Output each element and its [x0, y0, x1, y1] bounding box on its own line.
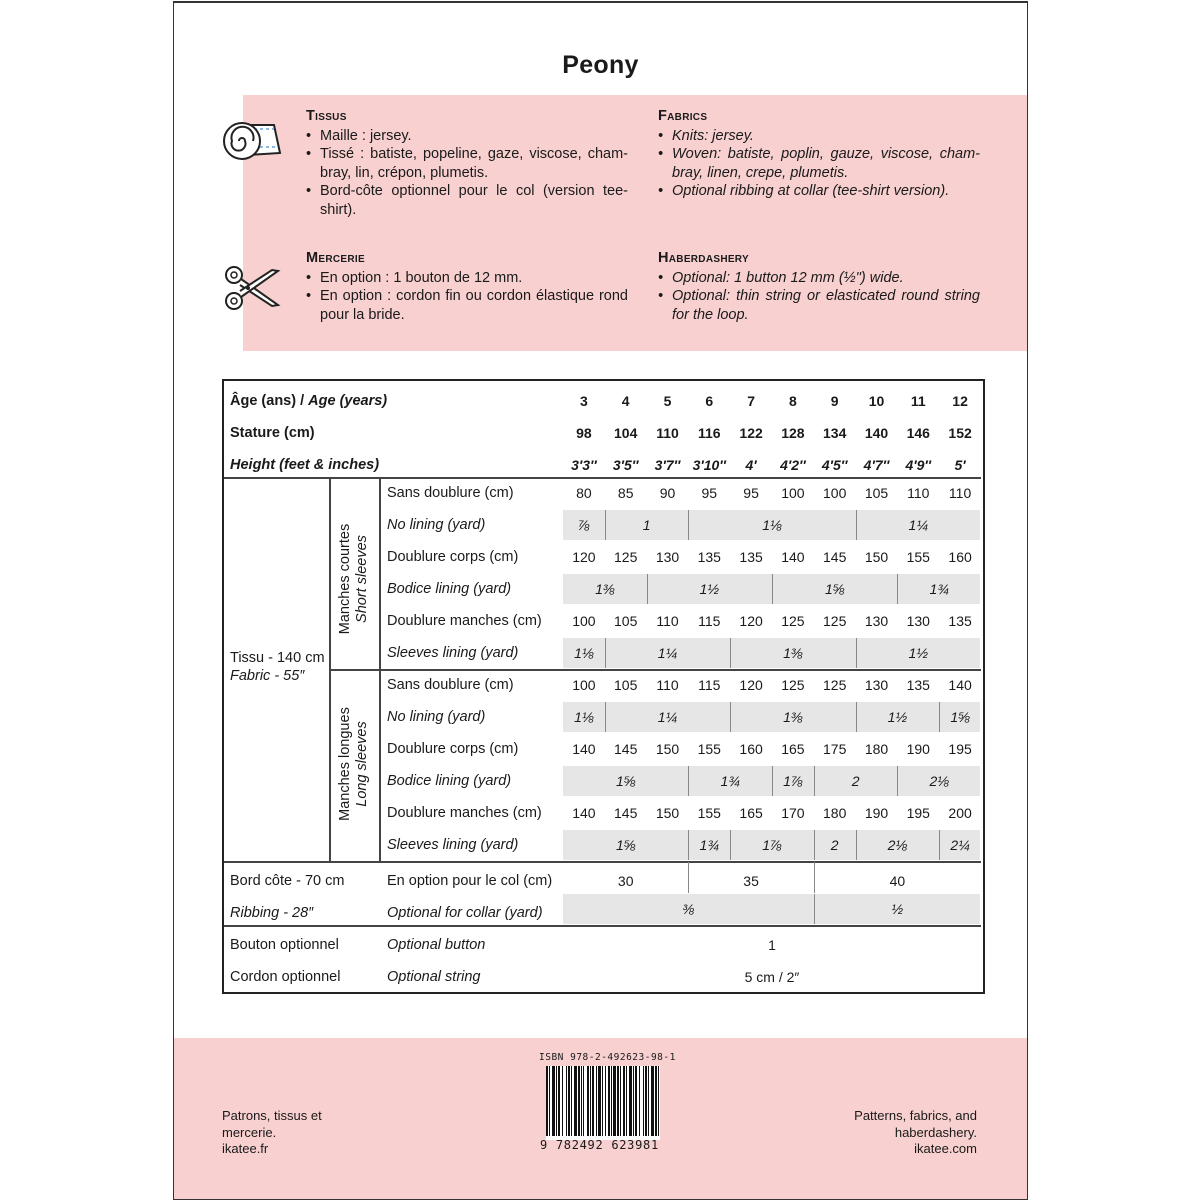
list-item: • En option : 1 bouton de 12 mm.: [306, 269, 628, 288]
table-cell: 2: [830, 837, 839, 853]
barcode-bar: [626, 1066, 627, 1136]
table-cell: 105: [614, 677, 638, 693]
row-label: Sleeves lining (yard): [387, 837, 519, 853]
table-cell: 125: [781, 613, 805, 629]
barcode-bar: [617, 1066, 619, 1136]
barcode-bar: [635, 1066, 637, 1136]
header-cell: 110: [656, 425, 679, 441]
barcode-bar: [651, 1066, 654, 1136]
group-divider: [939, 702, 940, 732]
footer-right-line: Patterns, fabrics, and: [854, 1108, 977, 1123]
row-label: Bodice lining (yard): [387, 581, 512, 597]
table-cell: 195: [948, 741, 972, 757]
list-item: • Knits: jersey.: [658, 127, 980, 146]
barcode-bar: [578, 1066, 580, 1136]
group-divider: [688, 830, 689, 860]
col-divider: [329, 477, 331, 861]
haberdashery-fr-heading: Mercerie: [306, 250, 365, 266]
fabric-label: [230, 649, 325, 685]
table-cell: 100: [823, 485, 847, 501]
string-label-fr: Cordon optionnel: [230, 969, 341, 985]
table-cell: 150: [655, 741, 680, 757]
header-cell: 12: [952, 393, 968, 409]
barcode-bar: [605, 1066, 606, 1136]
header-cell: 4′9″: [905, 457, 932, 473]
fabrics-en: [658, 107, 980, 201]
group-divider: [897, 574, 898, 604]
long-sleeves-en: Long sleeves: [354, 721, 370, 807]
group-divider: [814, 830, 815, 860]
table-cell: 1⅛: [762, 517, 782, 533]
header-cell: 10: [868, 393, 885, 409]
table-cell: 195: [906, 805, 930, 821]
table-cell: 145: [614, 805, 638, 821]
barcode-bar: [639, 1066, 640, 1136]
table-cell: 1¾: [720, 773, 740, 789]
table-cell: 190: [864, 805, 889, 821]
table-cell: 140: [948, 677, 972, 693]
footer-right-line: haberdashery.: [894, 1124, 977, 1140]
group-divider: [814, 894, 815, 924]
group-divider: [856, 830, 857, 860]
list-item: • Optional: 1 button 12 mm (½") wide.: [658, 269, 980, 288]
barcode-digits: 9 782492 623981: [540, 1138, 659, 1152]
row-label: No lining (yard): [387, 709, 486, 725]
table-cell: 155: [697, 805, 721, 821]
table-cell: 1⅜: [783, 709, 803, 725]
header-cell: 9: [830, 393, 839, 409]
header-cell: 128: [781, 425, 805, 441]
group-divider: [772, 574, 773, 604]
barcode-bar: [611, 1066, 612, 1136]
table-cell: 30: [617, 873, 634, 889]
pattern-sheet: [173, 1, 1028, 1200]
table-cell: 1⅞: [783, 773, 803, 789]
header-cell: 116: [697, 425, 721, 441]
header-cell: 4′5″: [821, 457, 848, 473]
list-item: • Optional: thin string or elasticated round string for the loop.: [658, 287, 980, 324]
table-cell: 155: [697, 741, 721, 757]
ribbing-row-fr: En option pour le col (cm): [387, 873, 553, 889]
group-divider: [856, 702, 857, 732]
row-label: Sans doublure (cm): [387, 485, 514, 501]
table-cell: 135: [906, 677, 930, 693]
barcode-bar: [558, 1066, 560, 1136]
table-cell: 180: [823, 805, 847, 821]
table-cell: 1: [642, 517, 651, 533]
table-cell: 1⅜: [783, 645, 803, 661]
yardage-table: [222, 379, 985, 994]
table-cell: 150: [864, 549, 889, 565]
table-cell: 120: [739, 677, 763, 693]
table-cell: 1⅝: [615, 773, 636, 789]
list-item: • Optional ribbing at collar (tee-shirt version).: [658, 182, 980, 201]
table-cell: 100: [572, 677, 596, 693]
table-cell: 110: [948, 485, 972, 501]
table-cell: 145: [823, 549, 847, 565]
list-item: • Maille : jersey.: [306, 127, 628, 146]
table-cell: 80: [576, 485, 592, 501]
header-cell: 3′5″: [612, 457, 639, 473]
short-sleeves-label: [337, 491, 371, 667]
table-cell: 110: [907, 485, 930, 501]
table-cell: 1⅝: [615, 837, 636, 853]
table-cell: 125: [614, 549, 638, 565]
barcode-bar: [566, 1066, 567, 1136]
table-cell: 1½: [887, 709, 908, 725]
row-label: No lining (yard): [387, 517, 486, 533]
header-cell: 134: [823, 425, 847, 441]
table-cell: 115: [698, 677, 721, 693]
group-divider: [939, 830, 940, 860]
barcode-bar: [629, 1066, 632, 1136]
list-item: • Woven: batiste, poplin, gauze, viscose, cham-bray, linen, crepe, plumetis.: [658, 145, 980, 182]
table-cell: 105: [864, 485, 889, 501]
table-cell: 2¼: [950, 837, 970, 853]
haberdashery-fr: [306, 249, 628, 324]
ribbing-label-fr: Bord côte - 70 cm: [230, 873, 345, 889]
table-cell: 200: [948, 805, 972, 821]
barcode-bar: [581, 1066, 582, 1136]
barcode-bar: [598, 1066, 601, 1136]
table-cell: 190: [906, 741, 930, 757]
header-cell: 104: [614, 425, 638, 441]
list-item: • Tissé : batiste, popeline, gaze, viscose, cham-bray, lin, crépon, plumetis.: [306, 145, 628, 182]
header-cell: 140: [864, 425, 889, 441]
table-cell: 2⅛: [887, 837, 908, 853]
barcode-bar: [613, 1066, 616, 1136]
group-divider: [605, 638, 606, 668]
table-cell: ⅞: [578, 517, 590, 533]
barcode-bar: [602, 1066, 603, 1136]
header-cell: 4′: [745, 457, 757, 473]
fabric-label-en: Fabric - 55″: [230, 668, 305, 684]
table-cell: 125: [823, 677, 847, 693]
table-cell: 1⅛: [574, 645, 594, 661]
row-label: Sleeves lining (yard): [387, 645, 519, 661]
fabric-roll-icon: [220, 117, 282, 165]
barcode-bar: [574, 1066, 577, 1136]
barcode-bar: [546, 1066, 548, 1136]
row-label: Sans doublure (cm): [387, 677, 514, 693]
barcode-bar: [643, 1066, 644, 1136]
header-cell: 8: [789, 393, 797, 409]
table-cell: 1¾: [699, 837, 720, 853]
table-cell: 95: [743, 485, 759, 501]
table-cell: 2⅛: [929, 773, 949, 789]
col-divider: [379, 477, 381, 861]
table-cell: 1⅝: [950, 709, 970, 725]
table-cell: 140: [572, 805, 596, 821]
long-sleeves-label: [337, 668, 371, 860]
header-cell: 152: [948, 425, 972, 441]
string-label-en: Optional string: [387, 969, 481, 985]
table-cell: 1½: [699, 581, 720, 597]
header-cell: 4′7″: [863, 457, 890, 473]
fabric-label-fr: Tissu - 140 cm: [230, 650, 325, 666]
table-cell: 160: [948, 549, 972, 565]
barcode-bar: [592, 1066, 594, 1136]
table-cell: 155: [906, 549, 930, 565]
barcode-bar: [562, 1066, 563, 1136]
age-label-fr: Âge (ans) /: [230, 393, 305, 409]
table-cell: 110: [656, 677, 679, 693]
ribbing-row-en: Optional for collar (yard): [387, 905, 543, 921]
barcode-bar: [608, 1066, 610, 1136]
table-cell: 130: [906, 613, 930, 629]
page-title: Peony: [562, 51, 639, 79]
table-cell: 130: [655, 549, 680, 565]
button-label-fr: Bouton optionnel: [230, 937, 339, 953]
barcode: [546, 1066, 660, 1140]
footer-right: [854, 1108, 977, 1158]
table-cell: 140: [572, 741, 596, 757]
table-cell: 1¼: [908, 517, 929, 533]
table-cell: 85: [617, 485, 634, 501]
footer-left-line: ikatee.fr: [222, 1141, 269, 1156]
footer-left: [222, 1108, 322, 1158]
age-label: [230, 385, 387, 417]
table-cell: 90: [659, 485, 676, 501]
barcode-bar: [655, 1066, 657, 1136]
table-cell: 160: [739, 741, 763, 757]
header-cell: 5′: [954, 457, 966, 473]
header-cell: 5: [663, 393, 672, 409]
header-cell: 3: [580, 393, 588, 409]
table-cell: 130: [864, 677, 889, 693]
table-cell: 1½: [908, 645, 929, 661]
barcode-bar: [623, 1066, 625, 1136]
table-cell: 40: [889, 873, 906, 889]
barcode-bar: [552, 1066, 555, 1136]
group-divider: [647, 574, 648, 604]
footer-right-line: ikatee.com: [914, 1141, 977, 1156]
header-cell: 98: [576, 425, 592, 441]
table-cell: 1¼: [657, 645, 678, 661]
short-sleeves-en: Short sleeves: [354, 535, 370, 623]
list-item: • En option : cordon fin ou cordon élastique rond pour la bride.: [306, 287, 628, 324]
group-divider: [605, 510, 606, 540]
table-cell: ½: [891, 901, 904, 917]
table-cell: 105: [614, 613, 638, 629]
table-cell: 1⅞: [762, 837, 782, 853]
header-cell: 3′3″: [571, 457, 597, 473]
barcode-bar: [648, 1066, 649, 1136]
table-cell: 125: [781, 677, 805, 693]
row-label: Doublure manches (cm): [387, 613, 542, 629]
group-divider: [856, 510, 857, 540]
table-cell: 115: [698, 613, 721, 629]
group-divider: [730, 702, 731, 732]
height-label: Height (feet & inches): [230, 457, 380, 473]
short-sleeves-fr: Manches courtes: [337, 523, 353, 635]
list-item: • Bord-côte optionnel pour le col (version tee-shirt).: [306, 182, 628, 219]
string-value: 5 cm / 2″: [744, 969, 800, 985]
barcode-bar: [583, 1066, 584, 1136]
table-cell: 1⅛: [574, 709, 594, 725]
stature-label: Stature (cm): [230, 425, 315, 441]
table-cell: 150: [655, 805, 680, 821]
footer-left-line: Patrons, tissus et: [222, 1108, 322, 1123]
button-value: 1: [768, 937, 776, 953]
table-cell: 1⅝: [824, 581, 845, 597]
table-cell: 100: [781, 485, 805, 501]
table-cell: 135: [739, 549, 763, 565]
table-cell: ⅜: [682, 901, 695, 917]
table-cell: 1¾: [929, 581, 949, 597]
group-divider: [856, 638, 857, 668]
table-cell: 135: [948, 613, 972, 629]
barcode-bar: [568, 1066, 570, 1136]
header-cell: 4′2″: [780, 457, 806, 473]
barcode-bar: [633, 1066, 634, 1136]
table-cell: 170: [781, 805, 805, 821]
button-label-en: Optional button: [387, 937, 486, 953]
barcode-bar: [549, 1066, 550, 1136]
group-divider: [814, 766, 815, 796]
table-cell: 145: [614, 741, 638, 757]
table-cell: 1⅜: [595, 581, 615, 597]
notions-divider: [224, 925, 981, 927]
footer: [174, 1038, 1027, 1200]
footer-left-line: mercerie.: [222, 1124, 277, 1140]
group-divider: [688, 766, 689, 796]
long-sleeves-fr: Manches longues: [337, 707, 353, 821]
barcode-bar: [620, 1066, 621, 1136]
ribbing-divider: [224, 861, 981, 863]
table-cell: 175: [823, 741, 847, 757]
header-cell: 6: [705, 393, 714, 409]
header-cell: 4: [621, 393, 630, 409]
table-cell: 120: [572, 549, 596, 565]
table-cell: 120: [739, 613, 763, 629]
group-divider: [897, 766, 898, 796]
barcode-bar: [596, 1066, 597, 1136]
fabrics-fr-heading: Tissus: [306, 108, 347, 124]
fabrics-fr: [306, 107, 628, 220]
table-cell: 2: [851, 773, 860, 789]
table-cell: 125: [823, 613, 847, 629]
barcode-bar: [556, 1066, 557, 1136]
group-divider: [730, 638, 731, 668]
table-cell: 130: [864, 613, 889, 629]
table-cell: 110: [656, 613, 679, 629]
table-cell: 35: [743, 873, 759, 889]
group-divider: [605, 702, 606, 732]
header-cell: 3′7″: [654, 457, 681, 473]
scissors-icon: [222, 265, 282, 311]
table-cell: 100: [572, 613, 596, 629]
header-cell: 3′10″: [692, 457, 726, 473]
haberdashery-en-heading: Haberdashery: [658, 250, 749, 266]
table-cell: 1¼: [657, 709, 678, 725]
table-cell: 165: [781, 741, 805, 757]
group-divider: [772, 766, 773, 796]
row-label: Bodice lining (yard): [387, 773, 512, 789]
fabrics-en-heading: Fabrics: [658, 108, 708, 124]
barcode-bar: [590, 1066, 591, 1136]
header-cell: 122: [739, 425, 763, 441]
header-cell: 11: [910, 393, 926, 409]
table-cell: 180: [864, 741, 889, 757]
barcode-bar: [658, 1066, 659, 1136]
barcode-bar: [571, 1066, 572, 1136]
header-cell: 7: [747, 393, 755, 409]
group-divider: [814, 862, 815, 893]
barcode-bar: [587, 1066, 589, 1136]
group-divider: [688, 862, 689, 893]
row-label: Doublure manches (cm): [387, 805, 542, 821]
table-cell: 135: [697, 549, 721, 565]
barcode-bar: [645, 1066, 647, 1136]
haberdashery-en: [658, 249, 980, 324]
group-divider: [688, 510, 689, 540]
row-label: Doublure corps (cm): [387, 741, 519, 757]
table-cell: 95: [701, 485, 718, 501]
table-cell: 165: [739, 805, 763, 821]
header-cell: 146: [906, 425, 930, 441]
age-label-en: Age (years): [308, 393, 388, 409]
group-divider: [730, 830, 731, 860]
row-label: Doublure corps (cm): [387, 549, 519, 565]
ribbing-label-en: Ribbing - 28″: [230, 905, 314, 921]
table-cell: 140: [781, 549, 805, 565]
isbn-text: ISBN 978-2-492623-98-1: [539, 1052, 676, 1063]
